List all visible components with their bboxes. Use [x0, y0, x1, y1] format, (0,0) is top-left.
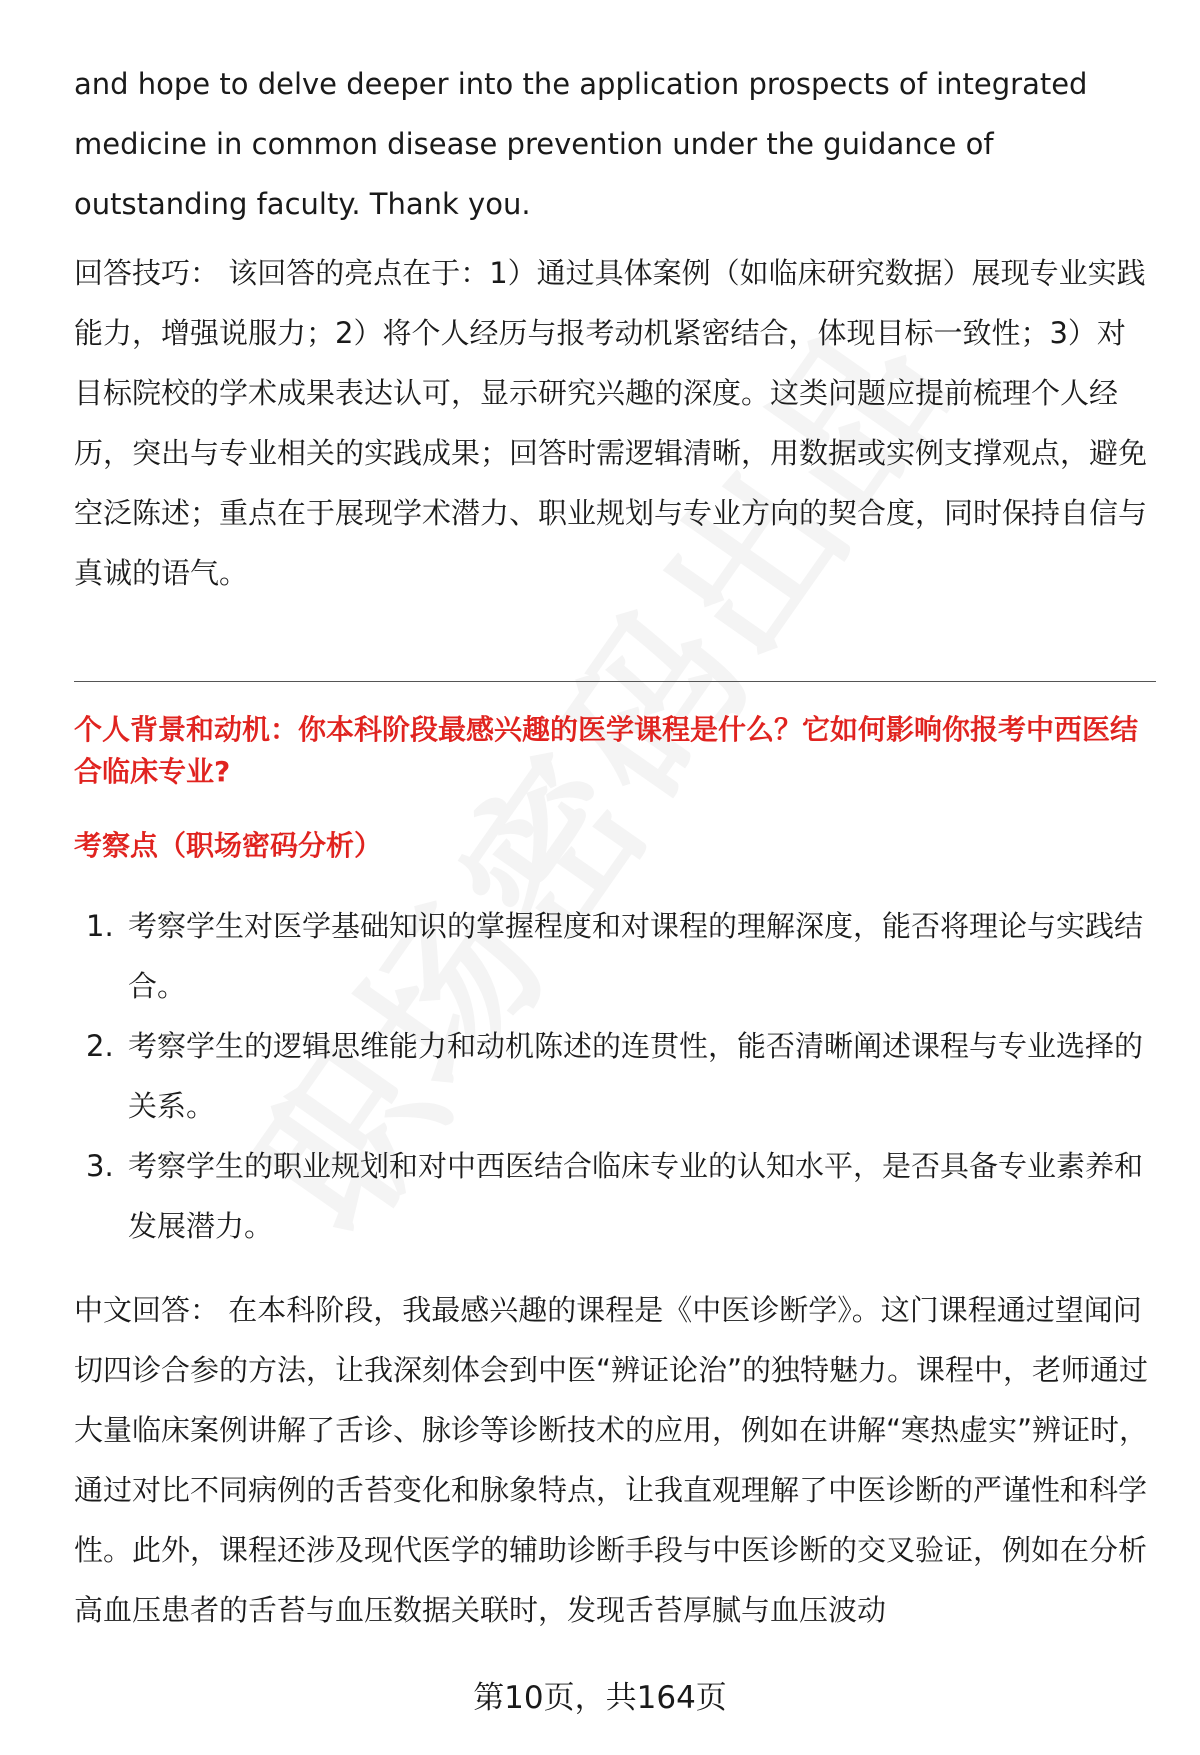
- page-number: 第10页，共164页: [473, 1680, 727, 1716]
- intro-english-paragraph: and hope to delve deeper into the application prospects of integrated medicine in common disease prevention under the guidance of outstanding faculty. Thank you.: [74, 67, 1088, 221]
- question-heading: 个人背景和动机：你本科阶段最感兴趣的医学课程是什么？它如何影响你报考中西医结合临床专业?: [74, 713, 1139, 788]
- list-item: [74, 1016, 1156, 1136]
- list-item-number: 2.: [86, 1029, 114, 1063]
- section-divider: [74, 681, 1156, 682]
- list-item-number: 3.: [86, 1149, 114, 1183]
- list-item: [74, 1136, 1156, 1256]
- chinese-answer-paragraph: 中文回答： 在本科阶段，我最感兴趣的课程是《中医诊断学》。这门课程通过望闻问切四诊合参的方法，让我深刻体会到中医“辨证论治”的独特魅力。课程中，老师通过大量临床案例讲解了舌诊、脉诊等诊断技术的应用，例如在讲解“寒热虚实”辨证时，通过对比不同病例的舌苔变化和脉象特点，让我直观理解了中医诊断的严谨性和科学性。此外，课程还涉及现代医学的辅助诊断手段与中医诊断的交叉验证，例如在分析高血压患者的舌苔与血压数据关联时，发现舌苔厚腻与血压波动: [74, 1293, 1149, 1627]
- list-item-text: 考察学生对医学基础知识的掌握程度和对课程的理解深度，能否将理论与实践结合。: [128, 909, 1144, 1003]
- focus-list: [74, 896, 1156, 1256]
- answer-tips-paragraph: 回答技巧： 该回答的亮点在于：1）通过具体案例（如临床研究数据）展现专业实践能力，增强说服力；2）将个人经历与报考动机紧密结合，体现目标一致性；3）对目标院校的学术成果表达认可，显示研究兴趣的深度。这类问题应提前梳理个人经历，突出与专业相关的实践成果；回答时需逻辑清晰，用数据或实例支撑观点，避免空泛陈述；重点在于展现学术潜力、职业规划与专业方向的契合度，同时保持自信与真诚的语气。: [74, 256, 1148, 590]
- list-item: [74, 896, 1156, 1016]
- list-item-text: 考察学生的逻辑思维能力和动机陈述的连贯性，能否清晰阐述课程与专业选择的关系。: [128, 1029, 1144, 1123]
- list-item-number: 1.: [86, 909, 114, 943]
- focus-heading: 考察点（职场密码分析）: [74, 829, 383, 862]
- list-item-text: 考察学生的职业规划和对中西医结合临床专业的认知水平，是否具备专业素养和发展潜力。: [128, 1149, 1144, 1243]
